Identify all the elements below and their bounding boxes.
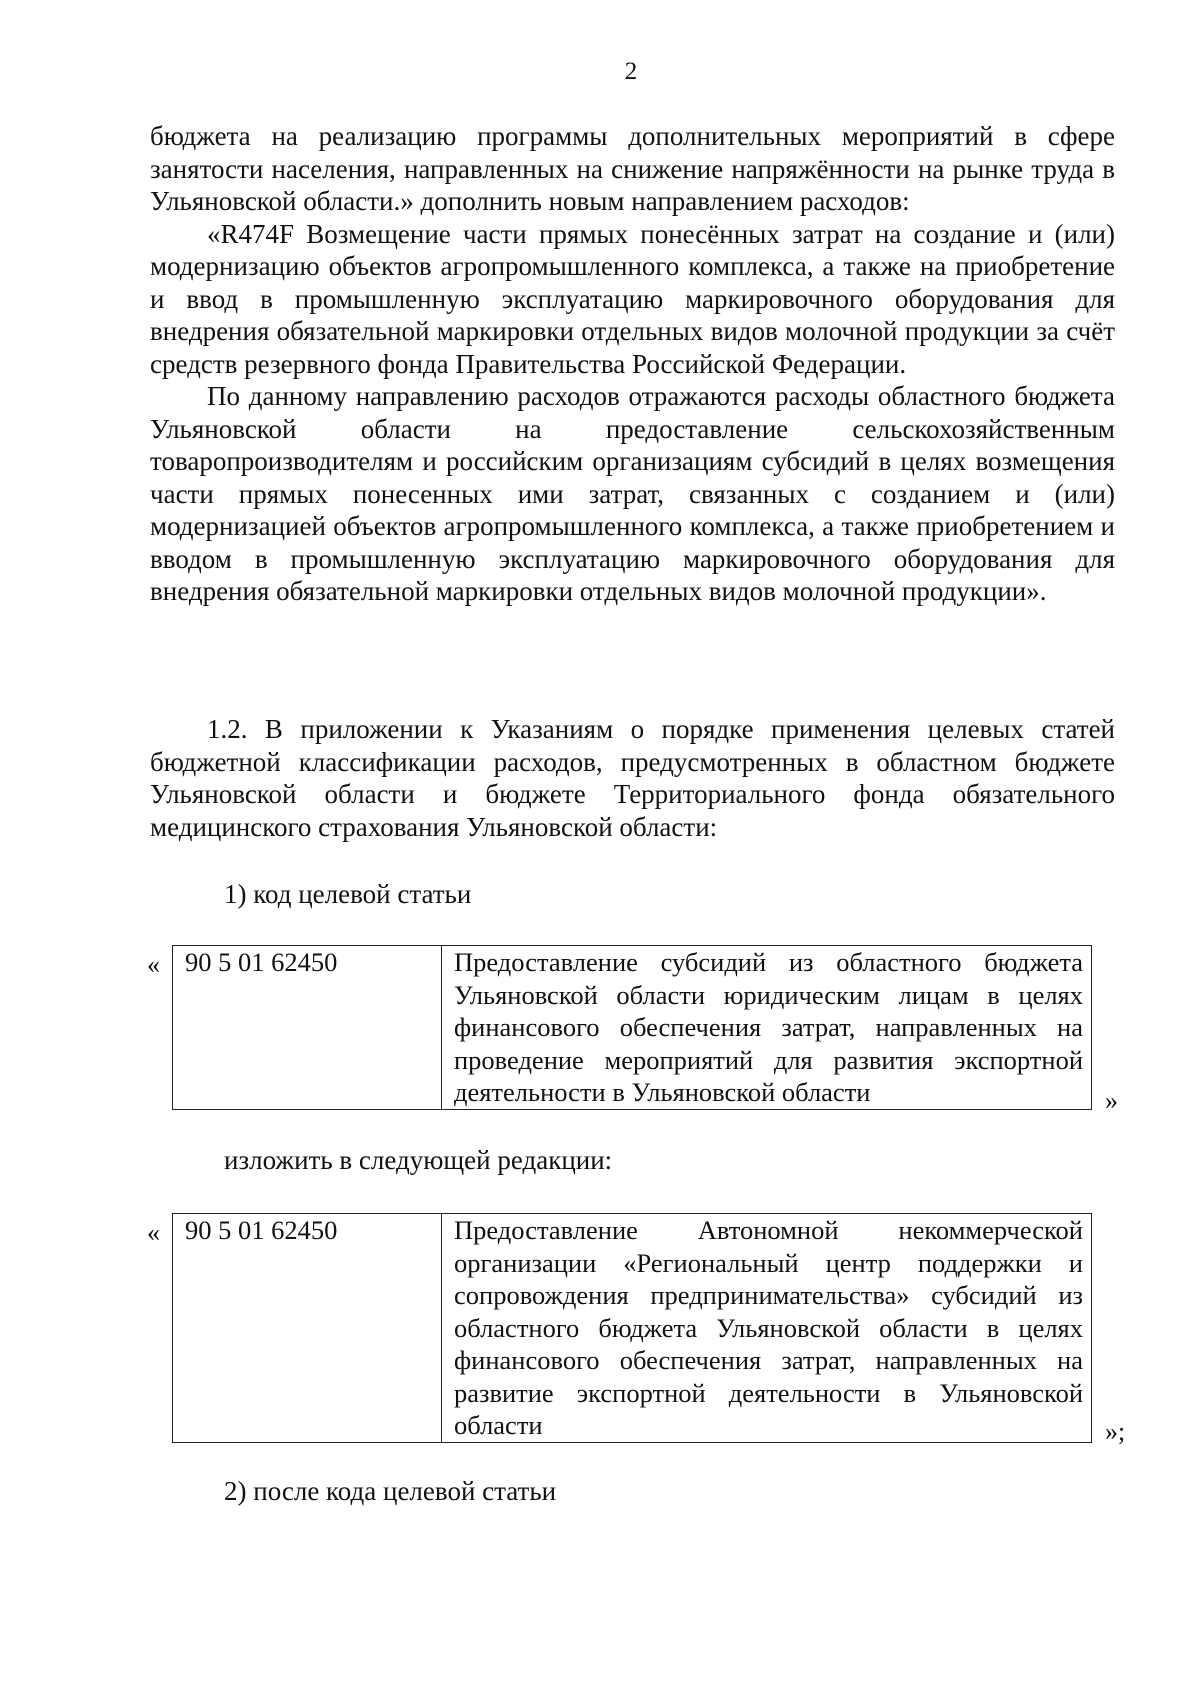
table-row xyxy=(173,946,1092,1110)
item-2-label: 2) после кода целевой статьи xyxy=(224,1476,557,1506)
paragraph-continuation: бюджета на реализацию программы дополнительных мероприятий в сфере занятости населения, направленных на снижение напряжённости на рынке труда в Ульяновской области.» дополнить новым направлением расходов: xyxy=(150,121,1115,216)
target-article-table-old xyxy=(172,945,1092,1110)
table-row xyxy=(173,1214,1092,1443)
page-number: 2 xyxy=(624,58,638,85)
intro-text xyxy=(150,120,1115,608)
section-1-2 xyxy=(150,713,1115,843)
item-1-label: 1) код целевой статьи xyxy=(224,879,472,909)
target-article-description: Предоставление субсидий из областного бюджета Ульяновской области юридическим лицам в целях финансового обеспечения затрат, направленных на проведение мероприятий для развития экспортной деятельности в Ульяновской области xyxy=(442,946,1092,1110)
paragraph-direction-description: По данному направлению расходов отражаются расходы областного бюджета Ульяновской области на предоставление сельскохозяйственным товаропроизводителям и российским организациям субсидий в целях возмещения части прямых понесенных ими затрат, связанных с созданием и (или) модернизацией объектов агропромышленного комплекса, а также приобретением и вводом в промышленную эксплуатацию маркировочного оборудования для внедрения обязательной маркировки отдельных видов молочной продукции». xyxy=(150,381,1115,606)
target-article-table-new xyxy=(172,1213,1092,1443)
paragraph-1-2: 1.2. В приложении к Указаниям о порядке применения целевых статей бюджетной классификации расходов, предусмотренных в областном бюджете Ульяновской области и бюджете Территориального фонда обязательного медицинского страхования Ульяновской области: xyxy=(150,714,1115,842)
table-2-open-quote: « xyxy=(147,1218,160,1247)
table-1-close-quote: » xyxy=(1105,1086,1118,1115)
table-2-close-quote: »; xyxy=(1105,1417,1126,1446)
table-1-open-quote: « xyxy=(147,950,160,979)
target-article-code: 90 5 01 62450 xyxy=(173,946,442,1110)
target-article-code: 90 5 01 62450 xyxy=(173,1214,442,1443)
target-article-description: Предоставление Автономной некоммерческой организации «Региональный центр поддержки и сопровождения предпринимательства» субсидий из областного бюджета Ульяновской области в целях финансового обеспечения затрат, направленных на развитие экспортной деятельности в Ульяновской области xyxy=(442,1214,1092,1443)
paragraph-r474f: «R474F Возмещение части прямых понесённых затрат на создание и (или) модернизацию объектов агропромышленного комплекса, а также на приобретение и ввод в промышленную эксплуатацию маркировочного оборудования для внедрения обязательной маркировки отдельных видов молочной продукции за счёт средств резервного фонда Правительства Российской Федерации. xyxy=(150,218,1115,379)
redaction-label: изложить в следующей редакции: xyxy=(224,1145,613,1175)
